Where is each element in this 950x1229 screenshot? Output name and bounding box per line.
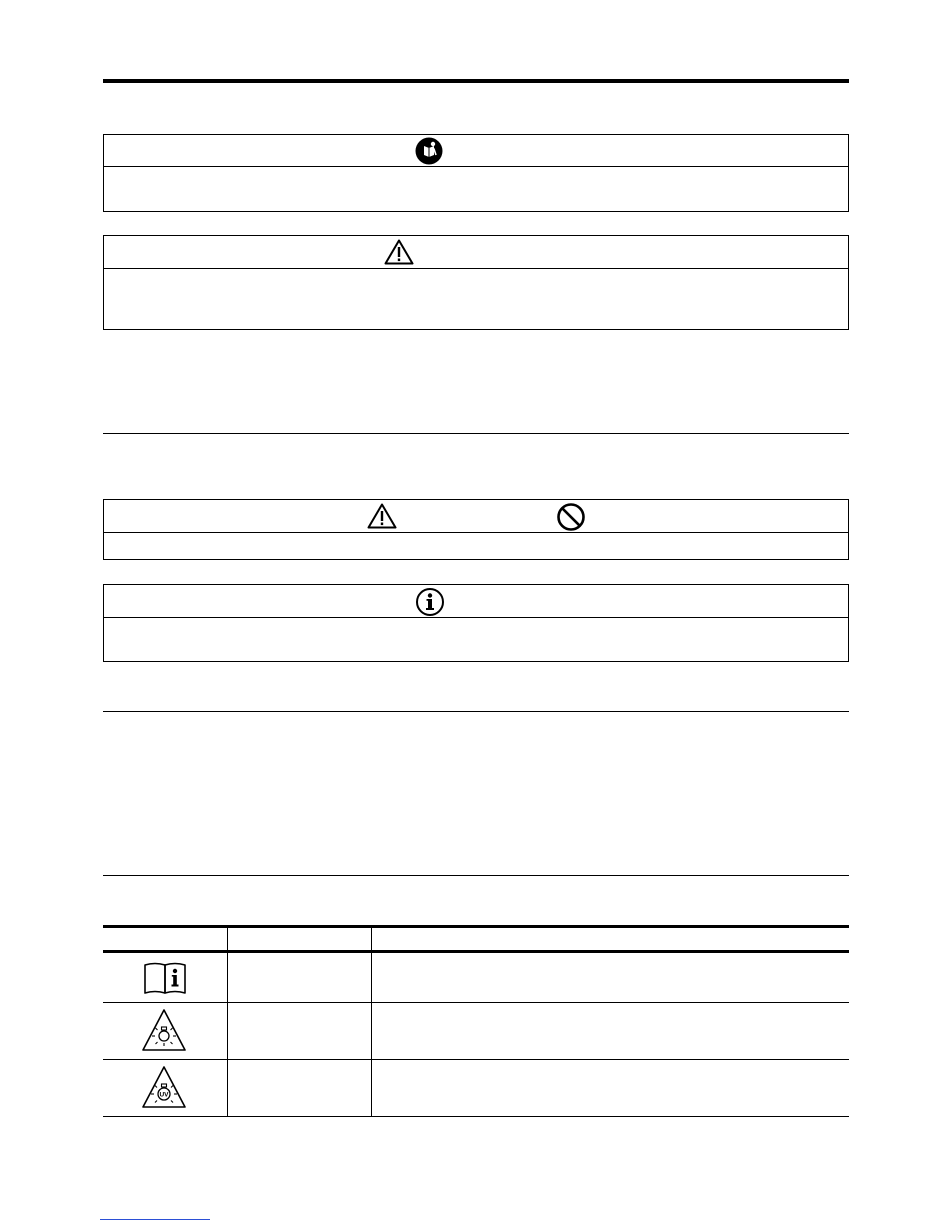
table-header-divider bbox=[227, 928, 228, 950]
table-row bbox=[103, 1003, 227, 1059]
light-radiation-warning-icon bbox=[141, 1008, 187, 1052]
warning-box bbox=[103, 235, 849, 330]
top-rule bbox=[103, 79, 849, 83]
information-icon bbox=[415, 587, 445, 617]
read-instructions-book-icon bbox=[143, 961, 187, 995]
warning-box-header bbox=[104, 236, 848, 269]
information-box-header bbox=[104, 585, 848, 618]
uv-radiation-warning-icon bbox=[141, 1065, 187, 1109]
uv-icon-text: UV bbox=[159, 1091, 169, 1099]
table-column-divider bbox=[371, 953, 372, 1116]
read-manual-box bbox=[103, 134, 849, 212]
prohibition-icon bbox=[556, 502, 586, 532]
table-header-divider bbox=[371, 928, 372, 950]
footer-link-underline[interactable] bbox=[100, 1219, 210, 1220]
table-row bbox=[103, 1060, 227, 1116]
table-bottom-rule bbox=[103, 1116, 849, 1117]
caution-prohibition-box bbox=[103, 499, 849, 560]
table-top-rule bbox=[103, 925, 849, 928]
table-column-divider bbox=[227, 953, 228, 1116]
information-box-body bbox=[104, 618, 848, 660]
read-manual-icon bbox=[415, 137, 443, 165]
section-divider bbox=[103, 875, 849, 876]
information-box bbox=[103, 584, 849, 662]
caution-prohibition-box-header bbox=[104, 500, 848, 533]
section-divider bbox=[103, 433, 849, 434]
warning-triangle-icon bbox=[367, 503, 397, 529]
read-manual-box-body bbox=[104, 167, 848, 210]
read-manual-box-header bbox=[104, 135, 848, 167]
warning-box-body bbox=[104, 269, 848, 328]
warning-triangle-icon bbox=[384, 239, 414, 265]
section-divider bbox=[103, 711, 849, 712]
table-row bbox=[103, 953, 227, 1002]
caution-prohibition-box-body bbox=[104, 533, 848, 558]
